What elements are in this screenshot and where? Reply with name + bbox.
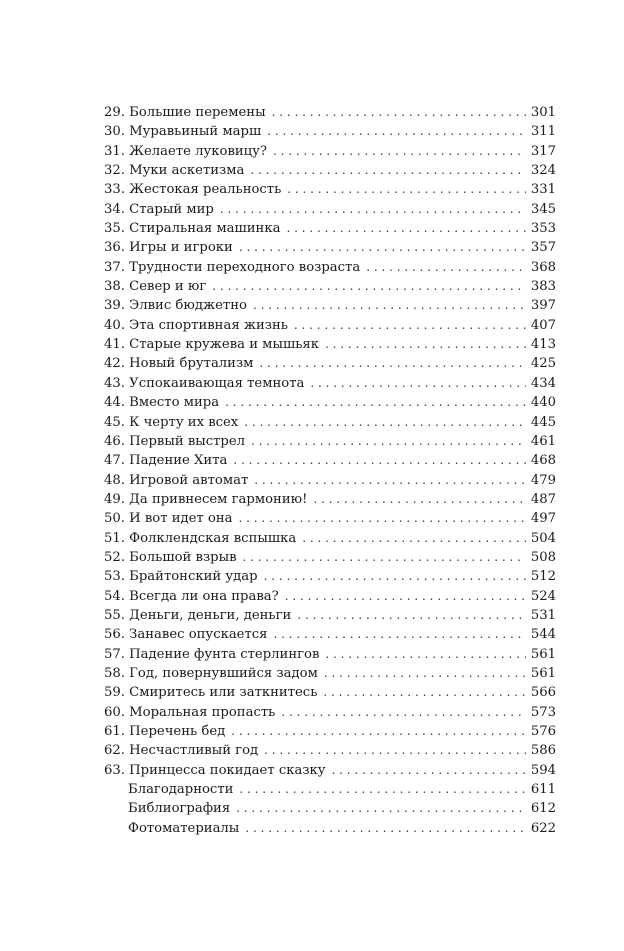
toc-entry-page: 508 (530, 549, 556, 565)
toc-entry-title: 40. Эта спортивная жизнь (104, 317, 288, 333)
dot-leader (324, 664, 526, 683)
toc-entry (104, 103, 556, 122)
dot-leader (302, 529, 526, 548)
toc-entry (104, 509, 556, 528)
dot-leader (332, 761, 526, 780)
toc-entry-title: 41. Старые кружева и мышьяк (104, 337, 319, 353)
toc-entry-title: 49. Да привнесем гармонию! (104, 491, 308, 507)
dot-leader (274, 625, 527, 644)
toc-entry (104, 142, 556, 161)
toc-entry-page: 353 (530, 221, 556, 237)
toc-entry-page: 504 (530, 530, 556, 546)
toc-entry-page: 407 (530, 317, 556, 333)
toc-entry-page: 622 (530, 820, 556, 836)
toc-entry-title: 47. Падение Хита (104, 453, 228, 469)
dot-leader (285, 587, 526, 606)
toc-entry (104, 761, 556, 780)
toc-entry-title: 63. Принцесса покидает сказку (104, 762, 326, 778)
toc-entry-page: 561 (530, 646, 556, 662)
toc-entry (104, 238, 556, 257)
toc-entry (104, 354, 556, 373)
toc-entry-title: 38. Север и юг (104, 279, 207, 295)
toc-entry (104, 683, 556, 702)
dot-leader (366, 258, 526, 277)
toc-entry-title: 39. Элвис бюджетно (104, 298, 247, 314)
dot-leader (244, 413, 526, 432)
toc-entry (104, 277, 556, 296)
dot-leader (310, 374, 526, 393)
toc-entry-page: 566 (530, 685, 556, 701)
dot-leader (212, 277, 526, 296)
toc-entry-page: 487 (530, 491, 556, 507)
toc-entry-page: 611 (530, 782, 556, 798)
dot-leader (239, 238, 526, 257)
dot-leader (220, 200, 526, 219)
dot-leader (245, 819, 526, 838)
toc-entry-title: Благодарности (128, 782, 234, 798)
toc-entry-title: 57. Падение фунта стерлингов (104, 646, 320, 662)
toc-entry-title: 36. Игры и игроки (104, 240, 233, 256)
toc-entry-page: 544 (530, 627, 556, 643)
toc-entry (104, 529, 556, 548)
dot-leader (264, 567, 526, 586)
toc-entry (104, 606, 556, 625)
dot-leader (325, 645, 526, 664)
toc-entry (104, 413, 556, 432)
toc-entry (104, 664, 556, 683)
dot-leader (251, 432, 526, 451)
toc-entry-page: 397 (530, 298, 556, 314)
toc-entry-title: 62. Несчастливый год (104, 743, 259, 759)
dot-leader (236, 799, 526, 818)
dot-leader (243, 548, 526, 567)
toc-entry (104, 374, 556, 393)
dot-leader (286, 219, 526, 238)
dot-leader (297, 606, 526, 625)
toc-entry (104, 200, 556, 219)
toc-entry (104, 432, 556, 451)
toc-entry-title: 53. Брайтонский удар (104, 569, 258, 585)
dot-leader (259, 354, 526, 373)
toc-entry (104, 490, 556, 509)
toc-entry-title: 58. Год, повернувшийся задом (104, 665, 318, 681)
toc-entry-page: 586 (530, 743, 556, 759)
toc-entry-title: 60. Моральная пропасть (104, 704, 276, 720)
dot-leader (253, 296, 526, 315)
toc-entry (104, 219, 556, 238)
toc-entry-title: Фотоматериалы (128, 820, 240, 836)
toc-entry (104, 393, 556, 412)
toc-entry-title: 46. Первый выстрел (104, 433, 246, 449)
toc-entry-title: 55. Деньги, деньги, деньги (104, 607, 292, 623)
toc-entry-title: 52. Большой взрыв (104, 549, 237, 565)
dot-leader (267, 122, 526, 141)
toc-entry-page: 612 (530, 801, 556, 817)
dot-leader (294, 316, 526, 335)
toc-entry-page: 497 (530, 511, 556, 527)
toc-entry-title: 61. Перечень бед (104, 724, 226, 739)
toc-entry (104, 296, 556, 315)
toc-entry (104, 161, 556, 180)
toc-entry-title: 29. Большие перемены (104, 105, 266, 120)
dot-leader (272, 103, 526, 122)
toc-entry-title: 48. Игровой автомат (104, 472, 249, 488)
dot-leader (254, 471, 526, 490)
toc-entry (104, 335, 556, 354)
toc-entry-page: 576 (530, 724, 556, 739)
dot-leader (225, 393, 526, 412)
toc-entry-page: 468 (530, 453, 556, 469)
dot-leader (323, 683, 526, 702)
toc-entry-page: 368 (530, 259, 556, 275)
toc-entry-page: 531 (530, 607, 556, 623)
toc-entry-page: 479 (530, 472, 556, 488)
toc-entry (104, 722, 556, 741)
dot-leader (239, 509, 526, 528)
dot-leader (239, 780, 526, 799)
toc-entry-title: 54. Всегда ли она права? (104, 588, 279, 604)
toc-entry (104, 567, 556, 586)
toc-entry-page: 331 (530, 182, 556, 198)
toc-entry-title: 37. Трудности переходного возраста (104, 259, 361, 275)
toc-entry-title: 45. К черту их всех (104, 414, 239, 430)
toc-entry-page: 345 (530, 201, 556, 217)
toc-entry (104, 703, 556, 722)
toc-entry-page: 561 (530, 665, 556, 681)
toc-entry (104, 316, 556, 335)
dot-leader (233, 451, 526, 470)
toc-entry-title: 35. Стиральная машинка (104, 221, 281, 237)
toc-entry-title: 44. Вместо мира (104, 395, 220, 411)
toc-entry-title: 32. Муки аскетизма (104, 163, 245, 179)
toc-entry-title: Библиография (128, 801, 231, 817)
toc-entry-page: 461 (530, 433, 556, 449)
toc-entry-page: 573 (530, 704, 556, 720)
toc-entry-page: 445 (530, 414, 556, 430)
dot-leader (325, 335, 526, 354)
dot-leader (313, 490, 526, 509)
toc-entry-page: 425 (530, 356, 556, 372)
toc-entry (104, 741, 556, 760)
toc-entry-page: 434 (530, 375, 556, 391)
dot-leader (281, 703, 526, 722)
toc-entry-title: 42. Новый брутализм (104, 356, 254, 372)
toc-entry-page: 524 (530, 588, 556, 604)
toc-entry-page: 594 (530, 762, 556, 778)
toc-entry-page: 440 (530, 395, 556, 411)
toc-entry-page: 311 (530, 124, 556, 140)
dot-leader (250, 161, 526, 180)
toc-entry (104, 799, 556, 818)
toc-entry-title: 43. Успокаивающая темнота (104, 375, 305, 391)
toc-entry (104, 180, 556, 199)
toc-entry-title: 50. И вот идет она (104, 511, 233, 527)
toc-entry (104, 645, 556, 664)
toc-entry-page: 512 (530, 569, 556, 585)
toc-entry (104, 548, 556, 567)
dot-leader (273, 142, 526, 161)
toc-entry (104, 451, 556, 470)
toc-entry-page: 324 (530, 163, 556, 179)
toc-entry-title: 59. Смиритесь или заткнитесь (104, 685, 318, 701)
dot-leader (264, 741, 526, 760)
toc-entry-page: 413 (530, 337, 556, 353)
toc-entry-title: 34. Старый мир (104, 201, 214, 217)
table-of-contents (104, 103, 556, 838)
toc-entry-page: 317 (530, 143, 556, 159)
toc-entry-page: 383 (530, 279, 556, 295)
toc-entry (104, 587, 556, 606)
toc-entry-page: 301 (530, 105, 556, 120)
toc-entry-page: 357 (530, 240, 556, 256)
toc-entry-title: 33. Жестокая реальность (104, 182, 282, 198)
dot-leader (287, 180, 526, 199)
toc-entry (104, 122, 556, 141)
toc-entry (104, 471, 556, 490)
toc-entry (104, 780, 556, 799)
toc-entry-title: 51. Фолклендская вспышка (104, 530, 297, 546)
toc-entry-title: 31. Желаете луковицу? (104, 143, 267, 159)
toc-entry-title: 30. Муравьиный марш (104, 124, 262, 140)
dot-leader (231, 722, 526, 741)
toc-entry (104, 625, 556, 644)
toc-entry-title: 56. Занавес опускается (104, 627, 268, 643)
toc-entry (104, 819, 556, 838)
toc-entry (104, 258, 556, 277)
